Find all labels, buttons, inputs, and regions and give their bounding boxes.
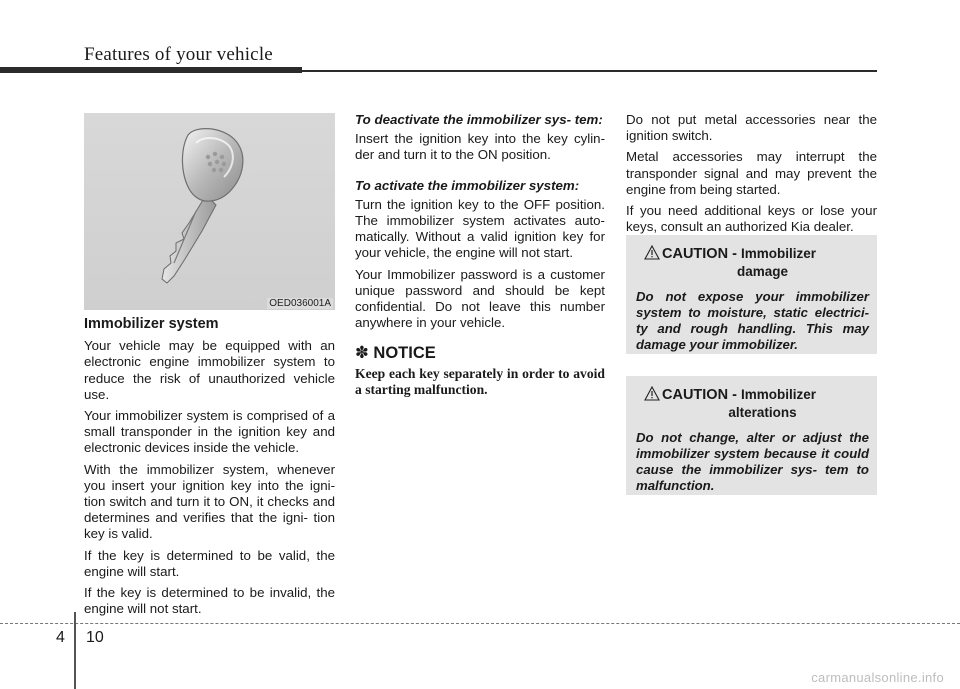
header-rule-thick bbox=[0, 67, 302, 73]
caution-topic: Immobilizer bbox=[740, 387, 816, 402]
figure-code: OED036001A bbox=[269, 298, 331, 309]
paragraph: If the key is determined to be valid, the engine will start. bbox=[84, 547, 335, 579]
paragraph: If the key is determined to be invalid, the engine will not start. bbox=[84, 585, 335, 617]
key-photo bbox=[84, 113, 335, 310]
header-rule-thin bbox=[302, 70, 877, 72]
column-1 bbox=[84, 316, 335, 622]
section-number: 4 bbox=[56, 629, 65, 646]
ignition-key-illustration bbox=[84, 113, 335, 310]
paragraph: Insert the ignition key into the key cylin- der and turn it to the ON position. bbox=[355, 131, 605, 163]
caution-heading bbox=[636, 386, 869, 421]
footer-rule bbox=[0, 623, 960, 624]
caution-box-damage bbox=[626, 235, 877, 354]
column-2 bbox=[355, 112, 605, 404]
caution-topic: Immobilizer bbox=[740, 246, 816, 261]
caution-body: Do not expose your immobilizer system to moisture, static electrici- ty and rough handling. This may damage your immobilizer. bbox=[636, 289, 869, 352]
warning-triangle-icon bbox=[644, 386, 660, 401]
caution-dash: - bbox=[728, 387, 741, 403]
caution-word: CAUTION bbox=[662, 246, 729, 262]
caution-topic-line2: alterations bbox=[728, 405, 797, 420]
page-header-title: Features of your vehicle bbox=[84, 44, 273, 65]
activate-heading: To activate the immobilizer system: bbox=[355, 177, 580, 193]
paragraph: Your immobilizer system is comprised of a small transponder in the ignition key and electronic devices inside the vehicle. bbox=[84, 408, 335, 456]
caution-dash: - bbox=[728, 246, 741, 262]
notice-heading: ✽ NOTICE bbox=[355, 344, 436, 363]
notice-text: Keep each key separately in order to avoid a starting malfunction. bbox=[355, 365, 605, 398]
paragraph: With the immobilizer system, whenever you insert your ignition key into the igni- tion switch and turn it to ON, it checks and determines and verifies that the igni- tion key is valid. bbox=[84, 461, 335, 542]
column-3 bbox=[626, 112, 877, 240]
deactivate-heading: To deactivate the immobilizer sys- tem: bbox=[355, 112, 603, 127]
warning-triangle-icon bbox=[644, 245, 660, 260]
paragraph: Your Immobilizer password is a customer unique password and should be kept confidential. Do not leave this number anywhere in your vehicle. bbox=[355, 266, 605, 331]
caution-heading bbox=[636, 245, 869, 280]
watermark: carmanualsonline.info bbox=[811, 670, 944, 685]
caution-body: Do not change, alter or adjust the immobilizer system because it could cause the immobilizer sys- tem to malfunction. bbox=[636, 430, 869, 493]
caution-word: CAUTION bbox=[662, 387, 729, 403]
page-number: 10 bbox=[86, 629, 104, 646]
caution-topic-line2: damage bbox=[736, 264, 789, 279]
paragraph: Metal accessories may interrupt the transponder signal and may prevent the engine from being started. bbox=[626, 149, 877, 197]
section-heading: Immobilizer system bbox=[84, 316, 219, 332]
paragraph: Your vehicle may be equipped with an electronic engine immobilizer system to reduce the risk of unauthorized vehicle use. bbox=[84, 338, 335, 402]
paragraph: Do not put metal accessories near the ignition switch. bbox=[626, 112, 877, 144]
paragraph: If you need additional keys or lose your keys, consult an authorized Kia dealer. bbox=[626, 203, 877, 235]
paragraph: Turn the ignition key to the OFF position. The immobilizer system activates auto- matically. Without a valid ignition key for your vehicle, the engine will not start. bbox=[355, 196, 605, 261]
caution-box-alterations bbox=[626, 376, 877, 495]
footer-divider bbox=[74, 612, 76, 689]
